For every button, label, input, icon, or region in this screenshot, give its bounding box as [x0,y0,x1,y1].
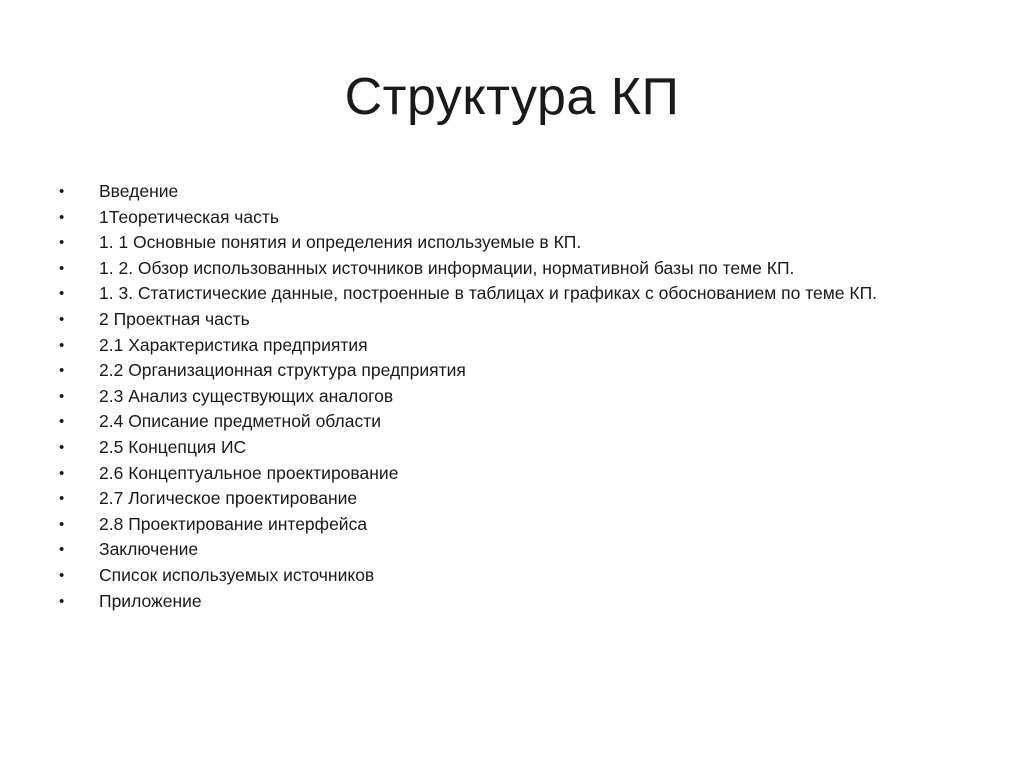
bullet-icon: • [59,183,65,200]
list-item [57,256,987,282]
list-item-text: 2.3 Анализ существующих аналогов [99,385,394,406]
bullet-icon: • [59,464,65,482]
list-item-text: Приложение [99,590,202,611]
list-item [57,537,987,563]
list-item [57,384,987,410]
list-item [57,589,987,615]
list-item-text: Введение [99,181,179,201]
bullet-icon: • [59,336,65,354]
list-item-text: 2.4 Описание предметной области [99,411,382,432]
bullet-icon: • [59,387,65,405]
bullet-icon: • [59,208,65,226]
bullet-icon: • [59,541,65,559]
list-item [57,358,987,384]
bullet-icon: • [59,413,65,431]
list-item-text: 2.5 Концепция ИС [99,436,247,457]
bullet-icon: • [59,310,65,328]
list-item-text: 1Теоретическая часть [99,206,280,227]
bullet-icon: • [59,592,65,610]
list-item [57,435,987,461]
list-item-text: 1. 2. Обзор использованных источников информации, нормативной базы по теме КП. [99,257,795,278]
list-item [57,512,987,538]
list-item [57,307,987,333]
list-item [57,461,987,487]
list-item-text: Список используемых источников [99,564,375,585]
list-item-text: 2.6 Концептуальное проектирование [99,462,399,483]
list-item-text: 2.1 Характеристика предприятия [99,334,368,355]
list-item [57,409,987,435]
bullet-icon: • [59,362,65,380]
list-item-text: 2 Проектная часть [99,308,250,329]
list-item [57,563,987,589]
list-item-text: 1. 3. Статистические данные, построенные в таблицах и графиках с обоснованием по теме КП. [99,283,878,304]
list-item [57,486,987,512]
bullet-icon: • [59,566,65,584]
list-item-text: Заключение [99,539,199,560]
bullet-icon: • [59,285,65,303]
content-list [57,179,987,614]
slide-title: Структура КП [344,68,680,126]
list-item-text: 1. 1 Основные понятия и определения используемые в КП. [99,232,582,253]
list-item [57,179,987,205]
list-item-text: 2.2 Организационная структура предприятия [99,360,466,381]
bullet-icon: • [59,490,65,508]
list-item [57,205,987,231]
bullet-icon: • [59,234,65,252]
list-item [57,230,987,256]
list-item-text: 2.8 Проектирование интерфейса [99,513,368,534]
bullet-icon: • [59,259,65,277]
list-item [57,281,987,307]
list-item-text: 2.7 Логическое проектирование [99,488,358,509]
bullet-icon: • [59,438,65,456]
list-item [57,333,987,359]
bullet-icon: • [59,515,65,533]
